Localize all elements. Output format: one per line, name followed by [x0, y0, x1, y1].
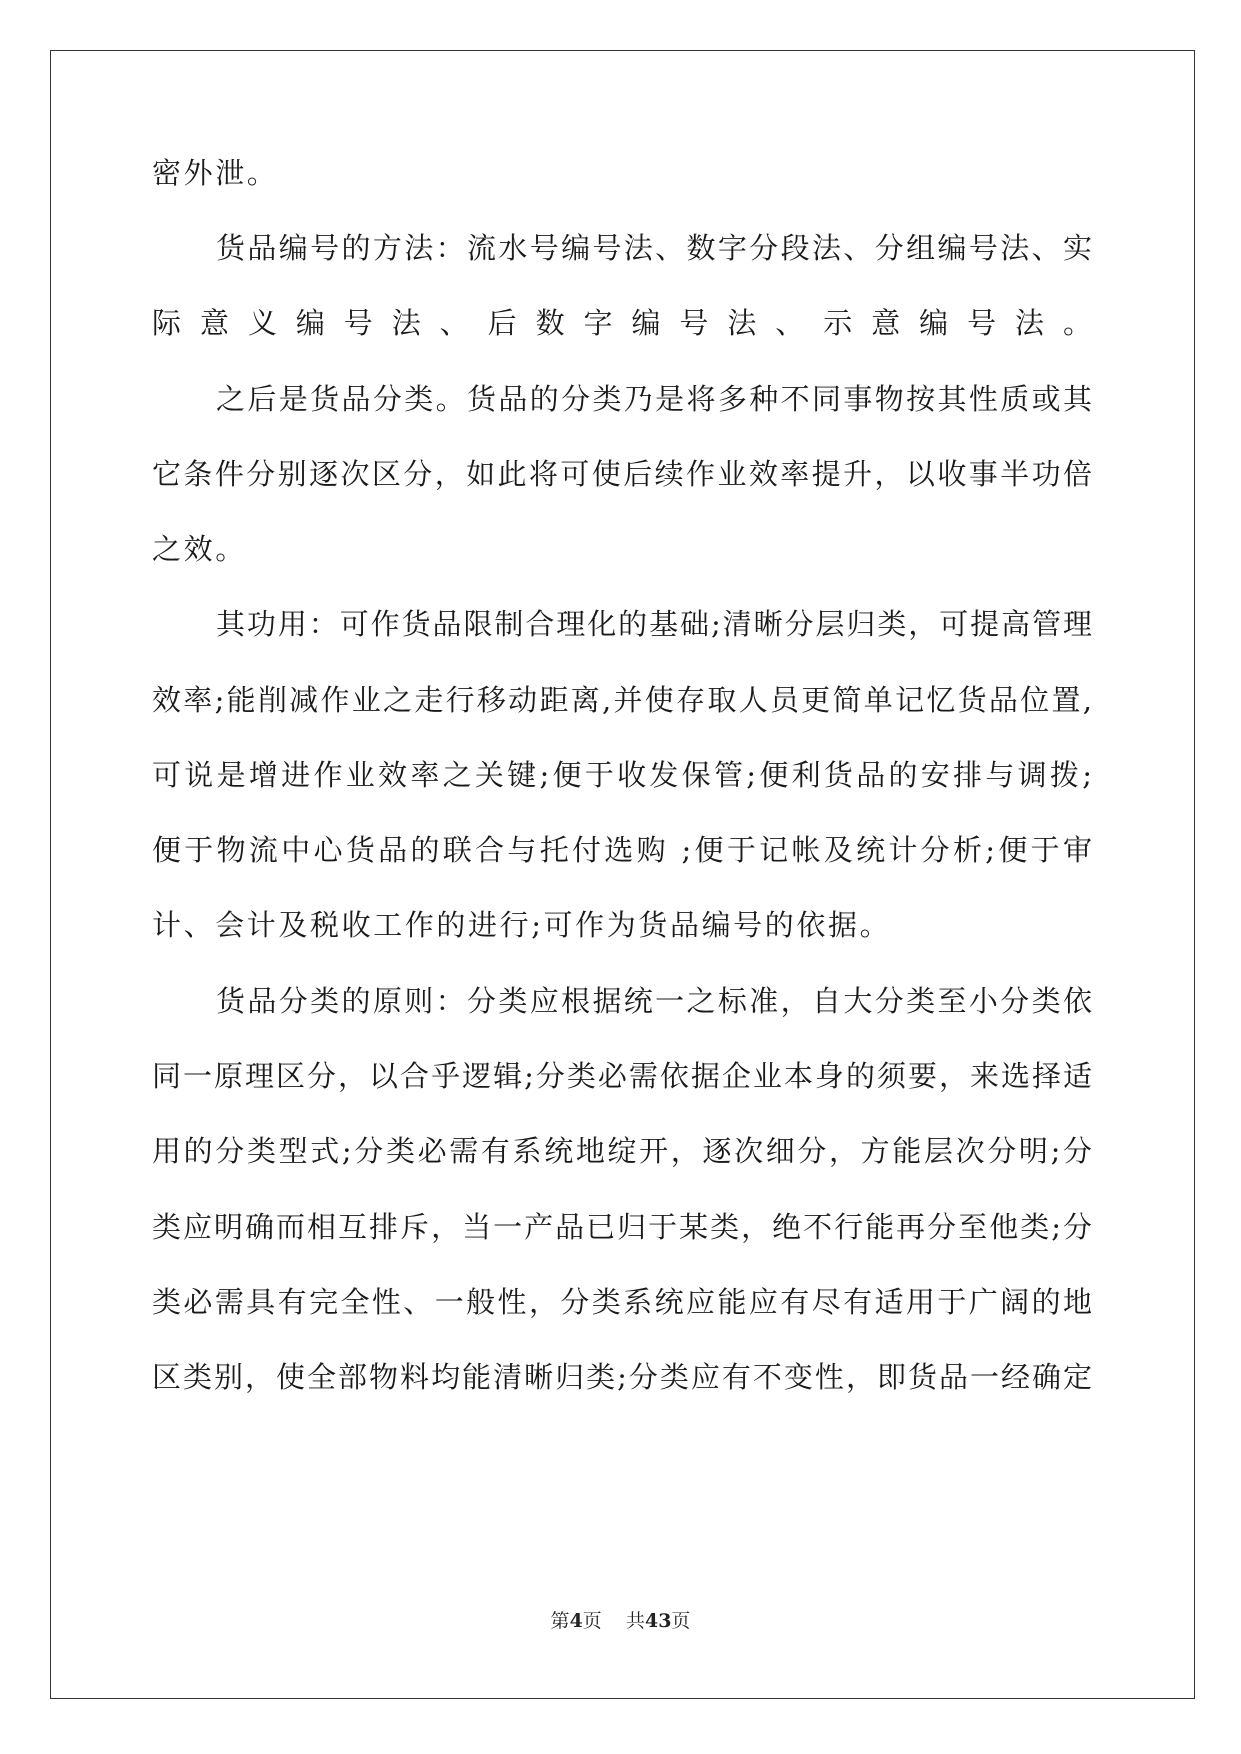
text-line: 用的分类型式;分类必需有系统地绽开，逐次细分，方能层次分明;分: [152, 1134, 1092, 1168]
text-line: 效率;能削减作业之走行移动距离,并使存取人员更简单记忆货品位置,: [152, 683, 1092, 717]
text-line: 它条件分别逐次区分，如此将可使后续作业效率提升，以收事半功倍: [152, 457, 1092, 491]
text-line: 货品编号的方法：流水号编号法、数字分段法、分组编号法、实: [216, 231, 1092, 265]
text-line: 可说是增进作业效率之关键;便于收发保管;便利货品的安排与调拨;: [152, 758, 1092, 792]
text-line: 之后是货品分类。货品的分类乃是将多种不同事物按其性质或其: [216, 382, 1092, 416]
text-line: 类应明确而相互排斥，当一产品已归于某类，绝不行能再分至他类;分: [152, 1210, 1092, 1244]
footer-mid: 页 共: [582, 1610, 645, 1632]
page-border: [50, 50, 1195, 1699]
footer-prefix: 第: [550, 1610, 570, 1632]
text-line: 区类别，使全部物料均能清晰归类;分类应有不变性，即货品一经确定: [152, 1360, 1092, 1394]
text-line: 类必需具有完全性、一般性，分类系统应能应有尽有适用于广阔的地: [152, 1285, 1092, 1319]
text-line: 际意义编号法、后数字编号法、示意编号法。: [152, 306, 1092, 340]
text-line: 便于物流中心货品的联合与托付选购 ;便于记帐及统计分析;便于审: [152, 833, 1092, 867]
current-page-number: 4: [569, 1610, 583, 1632]
text-line: 同一原理区分，以合乎逻辑;分类必需依据企业本身的须要，来选择适: [152, 1059, 1092, 1093]
page-footer: [0, 1609, 1241, 1633]
text-line: 其功用：可作货品限制合理化的基础;清晰分层归类，可提高管理: [216, 607, 1092, 641]
text-line: 密外泄。: [152, 156, 279, 190]
footer-suffix: 页: [671, 1610, 691, 1632]
total-pages-number: 43: [644, 1610, 672, 1632]
text-line: 计、会计及税收工作的进行;可作为货品编号的依据。: [152, 908, 892, 942]
text-line: 货品分类的原则：分类应根据统一之标准，自大分类至小分类依: [216, 984, 1092, 1018]
text-line: 之效。: [152, 532, 247, 566]
